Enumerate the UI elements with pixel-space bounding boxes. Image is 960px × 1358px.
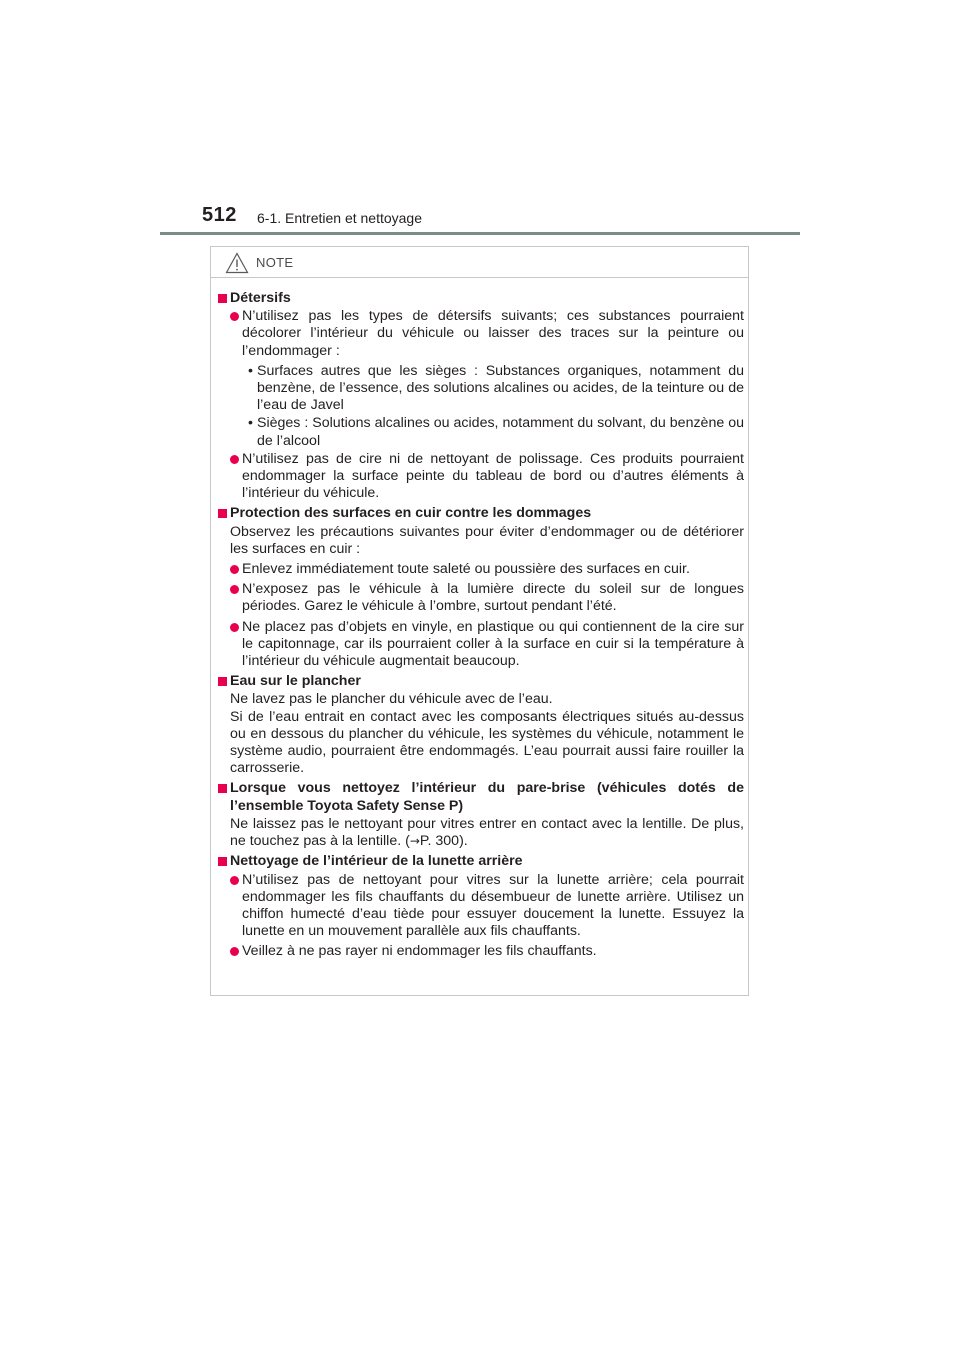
square-bullet-icon	[218, 784, 227, 793]
note-section-lunette	[218, 853, 744, 960]
note-section-cuir	[218, 505, 744, 670]
round-bullet-icon	[230, 312, 239, 321]
square-bullet-icon	[218, 509, 227, 518]
page-number: 512	[202, 204, 237, 226]
small-bullet-icon: •	[248, 415, 253, 432]
list-item: Enlevez immédiatement toute saleté ou poussière des surfaces en cuir.	[218, 561, 744, 578]
sub-list-item: • Sièges : Solutions alcalines ou acides, notamment du solvant, du benzène ou de l’alcool	[248, 415, 744, 449]
section-heading: Nettoyage de l’intérieur de la lunette arrière	[218, 853, 744, 870]
warning-triangle-icon	[225, 252, 249, 274]
note-section-detersifs	[218, 290, 744, 502]
arrow-right-icon: →	[409, 834, 420, 849]
note-header	[211, 247, 748, 278]
section-heading: Protection des surfaces en cuir contre les dommages	[218, 505, 744, 522]
list-item: N’utilisez pas de nettoyant pour vitres sur la lunette arrière; cela pourrait endommager les fils chauffants du désembueur de lunette arrière. Utilisez un chiffon humecté d’eau tiède pour essuyer doucement la lunette. Essuyez la lunette en un mouvement parallèle aux fils chauffants.	[218, 872, 744, 941]
section-heading: Détersifs	[218, 290, 744, 307]
round-bullet-icon	[230, 876, 239, 885]
round-bullet-icon	[230, 947, 239, 956]
round-bullet-icon	[230, 455, 239, 464]
list-item: Veillez à ne pas rayer ni endommager les fils chauffants.	[218, 943, 744, 960]
paragraph: Si de l’eau entrait en contact avec les composants électriques situés au-dessus ou en dessous du plancher du véhicule, les systèmes du véhicule, notamment le système audio, pourraient être endommagés. L’eau pourrait aussi faire rouiller la carrosserie.	[230, 708, 744, 777]
note-box	[210, 246, 749, 996]
section-heading: Lorsque vous nettoyez l’intérieur du pare-brise (véhicules dotés de l’ensemble Toyota Safety Sense P)	[218, 780, 744, 814]
note-label: NOTE	[256, 255, 294, 270]
round-bullet-icon	[230, 623, 239, 632]
paragraph: Ne laissez pas le nettoyant pour vitres entrer en contact avec la lentille. De plus, ne touchez pas à la lentille. (→P. 300).	[230, 815, 744, 850]
page-reference-link[interactable]: P. 300).	[419, 833, 468, 850]
small-bullet-icon: •	[248, 362, 253, 379]
section-heading: Eau sur le plancher	[218, 673, 744, 690]
list-item: N’utilisez pas de cire ni de nettoyant de polissage. Ces produits pourraient endommager la surface peinte du tableau de bord ou d’autres éléments à l’intérieur du véhicule.	[218, 451, 744, 503]
round-bullet-icon	[230, 585, 239, 594]
square-bullet-icon	[218, 294, 227, 303]
paragraph: Ne lavez pas le plancher du véhicule avec de l’eau.	[230, 691, 553, 708]
list-item: N’utilisez pas les types de détersifs suivants; ces substances pourraient décolorer l’intérieur du véhicule ou laisser des traces sur la peinture ou l’endommager :	[218, 308, 744, 360]
list-item: N’exposez pas le véhicule à la lumière directe du soleil sur de longues périodes. Garez le véhicule à l’ombre, surtout pendant l’été.	[218, 581, 744, 615]
square-bullet-icon	[218, 677, 227, 686]
note-section-pare-brise	[218, 780, 744, 850]
note-content	[218, 290, 744, 964]
header-rule	[160, 232, 800, 235]
square-bullet-icon	[218, 857, 227, 866]
round-bullet-icon	[230, 565, 239, 574]
sub-list-item: • Surfaces autres que les sièges : Substances organiques, notamment du benzène, de l’essence, des solutions alcalines ou acides, de la teinture ou de l’eau de Javel	[248, 362, 744, 414]
list-item: Ne placez pas d’objets en vinyle, en plastique ou qui contiennent de la cire sur le capitonnage, car ils pourraient coller à la surface en cuir si la température à l’intérieur du véhicule augmentait beaucoup.	[218, 619, 744, 671]
section-title: 6-1. Entretien et nettoyage	[257, 210, 422, 226]
note-section-eau	[218, 673, 744, 777]
paragraph: Observez les précautions suivantes pour éviter d’endommager ou de détériorer les surfaces en cuir :	[230, 523, 744, 557]
